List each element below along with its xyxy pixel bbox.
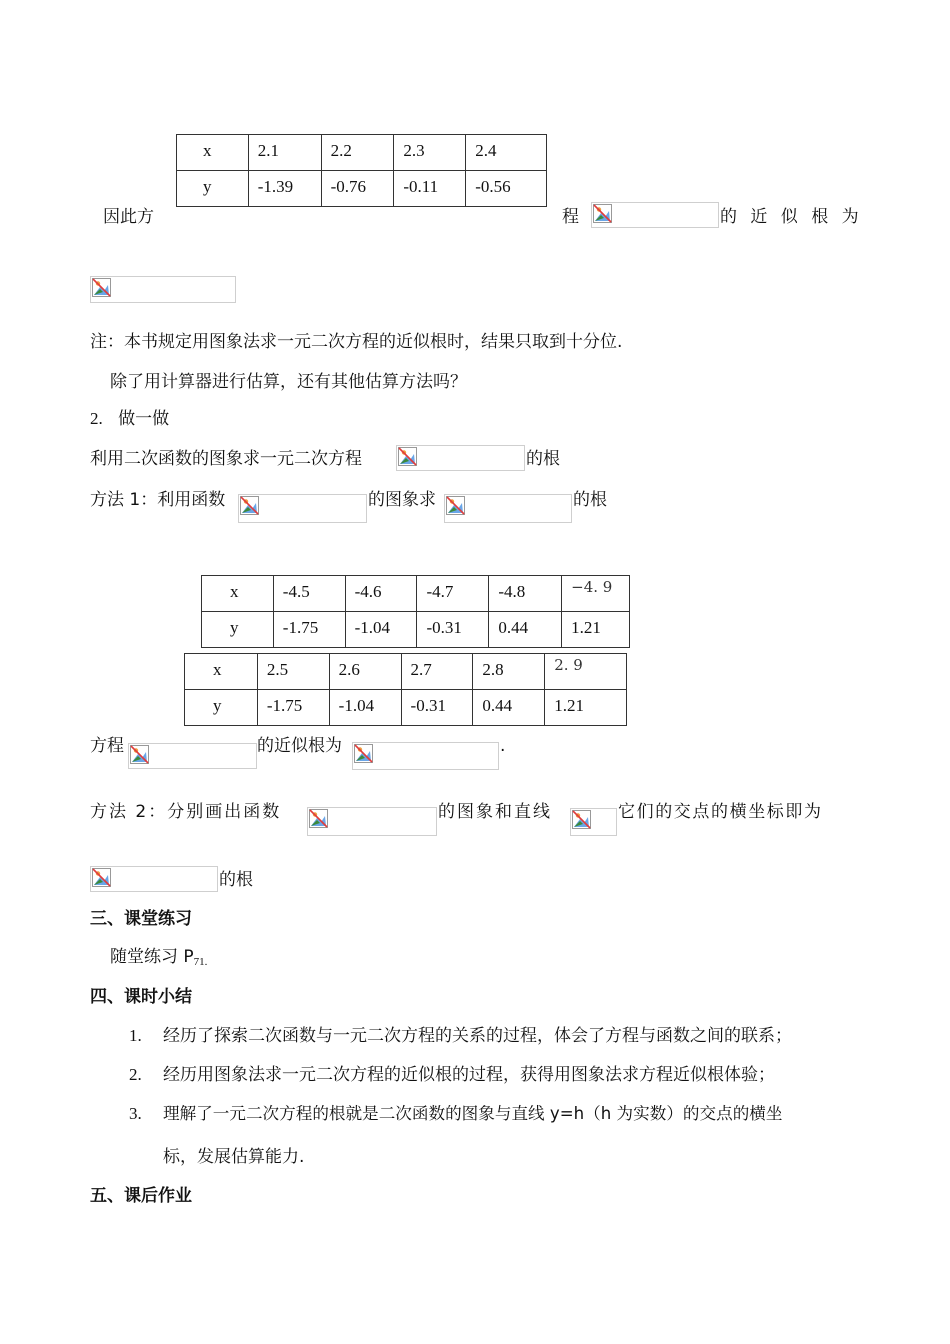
answer-image <box>90 276 236 303</box>
broken-image-icon <box>446 496 465 515</box>
practice-text <box>110 946 207 973</box>
text-line-suffix: 的 近 似 根 为 <box>720 207 863 227</box>
table-cell: 2.6 <box>329 654 401 690</box>
table-cell: -0.76 <box>321 171 394 207</box>
function-image <box>307 807 437 836</box>
table-cell: 2.2 <box>321 135 394 171</box>
table-cell: 2.1 <box>248 135 321 171</box>
table-cell: 2.8 <box>473 654 545 690</box>
note-text: 注：本书规定用图象法求一元二次方程的近似根时，结果只取到十分位. <box>90 332 623 352</box>
table-cell: 0.44 <box>473 690 545 726</box>
table-row <box>185 690 627 726</box>
table-cell: 1.21 <box>562 612 630 648</box>
table-cell: y <box>177 171 249 207</box>
section-heading <box>90 408 169 430</box>
method1-suffix: 的根 <box>573 490 607 510</box>
table-cell: -4.7 <box>417 576 489 612</box>
line-image <box>570 808 617 836</box>
list-item: 经历用图象法求一元二次方程的近似根的过程，获得用图象法求方程近似根体验； <box>163 1065 775 1085</box>
broken-image-icon <box>240 496 259 515</box>
broken-image-icon <box>130 745 149 764</box>
table-row <box>185 654 627 690</box>
section-heading: 四、课时小结 <box>90 987 192 1007</box>
table-cell: -0.31 <box>417 612 489 648</box>
table-row <box>202 612 630 648</box>
answer-image <box>352 742 499 770</box>
equation-image <box>591 202 719 228</box>
table-cell: -1.04 <box>329 690 401 726</box>
broken-image-icon <box>309 809 328 828</box>
table-cell: 1.21 <box>545 690 627 726</box>
method1-label: 方法 1：利用函数 <box>90 490 226 510</box>
table-cell: x <box>202 576 274 612</box>
text-line-mid: 程 <box>562 207 579 227</box>
text-line-prefix: 因此方 <box>103 207 154 227</box>
roots-prefix: 方程 <box>90 736 124 756</box>
table-cell: x <box>177 135 249 171</box>
table-cell: 2.3 <box>394 135 466 171</box>
table-cell: 2.5 <box>257 654 329 690</box>
table-cell: -1.04 <box>345 612 417 648</box>
roots-end: . <box>500 736 506 756</box>
table-cell: -0.31 <box>401 690 473 726</box>
table-cell: −4. 9 <box>562 576 630 612</box>
table-cell: 2. 9 <box>545 654 627 690</box>
task-suffix: 的根 <box>526 449 560 469</box>
broken-image-icon <box>572 810 591 829</box>
roots-mid: 的近似根为 <box>257 736 342 756</box>
table-cell: -4.5 <box>273 576 345 612</box>
practice-label: 随堂练习 P <box>110 947 194 967</box>
broken-image-icon <box>398 447 417 466</box>
table-row <box>177 135 547 171</box>
table-cell: -1.75 <box>257 690 329 726</box>
equation-image <box>396 445 525 471</box>
table-cell: y <box>185 690 258 726</box>
section-heading: 三、课堂练习 <box>90 909 192 929</box>
table-cell: -1.39 <box>248 171 321 207</box>
function-image <box>238 494 367 523</box>
list-number: 2. <box>129 1065 142 1084</box>
table-cell: -0.11 <box>394 171 466 207</box>
task-text: 利用二次函数的图象求一元二次方程 <box>90 449 362 469</box>
table-cell: -4.6 <box>345 576 417 612</box>
table-cell: -1.75 <box>273 612 345 648</box>
method1-mid: 的图象求 <box>368 490 436 510</box>
data-table-3 <box>184 653 627 726</box>
data-table-1 <box>176 134 547 207</box>
table-cell: -4.8 <box>489 576 562 612</box>
practice-page: 71. <box>193 956 208 968</box>
table-cell: y <box>202 612 274 648</box>
table-row <box>177 171 547 207</box>
table-cell: x <box>185 654 258 690</box>
broken-image-icon <box>593 204 612 223</box>
section-number: 2. <box>90 409 103 428</box>
table-row <box>202 576 630 612</box>
broken-image-icon <box>92 868 111 887</box>
equation-image <box>444 494 572 523</box>
list-item: 理解了一元二次方程的根就是二次函数的图象与直线 y=h（h 为实数）的交点的横坐 <box>163 1104 783 1123</box>
table-cell: 2.4 <box>466 135 547 171</box>
question-text: 除了用计算器进行估算，还有其他估算方法吗？ <box>110 372 467 392</box>
list-number: 3. <box>129 1104 142 1123</box>
list-item-continuation: 标，发展估算能力. <box>163 1147 305 1167</box>
method2-label: 方法 2：分别画出函数 <box>90 802 282 822</box>
method2-suffix: 它们的交点的横坐标即为 <box>618 802 823 822</box>
equation-image <box>128 743 257 769</box>
method2-line2-suffix: 的根 <box>219 870 253 890</box>
table-cell: 2.7 <box>401 654 473 690</box>
method2-mid: 的图象和直线 <box>438 802 552 822</box>
table-cell: 0.44 <box>489 612 562 648</box>
data-table-2 <box>201 575 630 648</box>
broken-image-icon <box>92 278 111 297</box>
list-number: 1. <box>129 1026 142 1045</box>
section-heading: 五、课后作业 <box>90 1186 192 1206</box>
table-cell: -0.56 <box>466 171 547 207</box>
section-title: 做一做 <box>118 409 170 429</box>
list-item: 经历了探索二次函数与一元二次方程的关系的过程，体会了方程与函数之间的联系； <box>163 1026 792 1046</box>
equation-image <box>90 866 218 892</box>
broken-image-icon <box>354 744 373 763</box>
